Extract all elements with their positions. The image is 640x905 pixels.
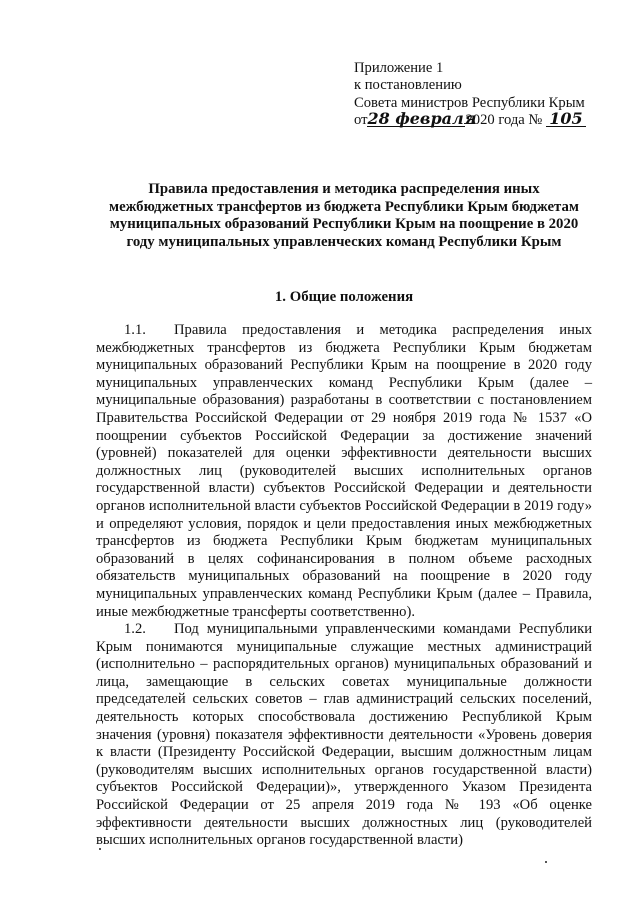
section-heading: 1. Общие положения xyxy=(274,289,414,305)
appendix-header xyxy=(354,60,604,130)
paragraph-1-1 xyxy=(96,322,592,621)
handwritten-date: 28 февраля xyxy=(367,109,477,129)
paragraph-text: Правила предоставления и методика распределения иных межбюджетных трансфертов из бюджета Республики Крым бюджетам муниципальных образований Республики Крым на поощрение в 2020 году муниципальных управленческих команд Республики Крым (далее – муниципальные образования) разработаны в соответствии с постановлением Правительства Российской Федерации от 29 ноября 2019 года № 1537 «О поощрении субъектов Российской Федерации за достижение значений (уровней) показателей для оценки эффективности деятельности высших должностных лиц (руководителей высших исполнительных органов государственной власти) субъектов Российской Федерации и деятельности органов исполнительной власти субъектов Российской Федерации в 2019 году» и определяют условия, порядок и цели предоставления иных межбюджетных трансфертов из бюджета Республики Крым бюджетам муниципальных образований в целях софинансирования в полном объеме расходных обязательств муниципальных образований на поощрение в 2020 году муниципальных управленческих команд Республики Крым (далее – Правила, иные межбюджетные трансферты соответственно). xyxy=(96,322,592,620)
document-body xyxy=(96,322,592,850)
appendix-date-line xyxy=(354,109,604,129)
scan-speck xyxy=(99,848,101,850)
document-title: Правила предоставления и методика распределения иных межбюджетных трансфертов из бюджета Республики Крым бюджетам муниципальных образований Республики Крым на поощрение в 2020 году муниципальных управленческих команд Республики Крым xyxy=(108,181,579,250)
appendix-line-3: Совета министров Республики Крым xyxy=(354,94,585,111)
appendix-line-2: к постановлению xyxy=(354,77,462,94)
date-prefix: от xyxy=(354,112,368,129)
paragraph-text: Под муниципальными управленческими командами Республики Крым понимаются муниципальные служащие местных администраций (исполнительно – распорядительных органов) муниципальных образований и лица, замещающие в сельских советах муниципальные должности председателей сельских советов – глав администраций сельских поселений, деятельность которых способствовала достижению Республикой Крым значения (уровня) показателя эффективности деятельности «Уровень доверия к власти (Президенту Российской Федерации, высшим должностным лицам (руководителям высших исполнительных органов государственной власти) субъектов Российской Федерации)», утвержденного Указом Президента Российской Федерации от 25 апреля 2019 года № 193 «Об оценке эффективности деятельности высших должностных лиц (руководителей высших исполнительных органов государственной власти) xyxy=(96,621,592,849)
paragraph-1-2 xyxy=(96,621,592,850)
paragraph-number: 1.2. xyxy=(124,621,146,638)
scan-speck xyxy=(545,861,547,863)
appendix-line-1: Приложение 1 xyxy=(354,60,444,76)
paragraph-number: 1.1. xyxy=(124,322,146,338)
handwritten-number: 105 xyxy=(546,112,586,127)
date-suffix: 2020 года № xyxy=(465,112,543,129)
